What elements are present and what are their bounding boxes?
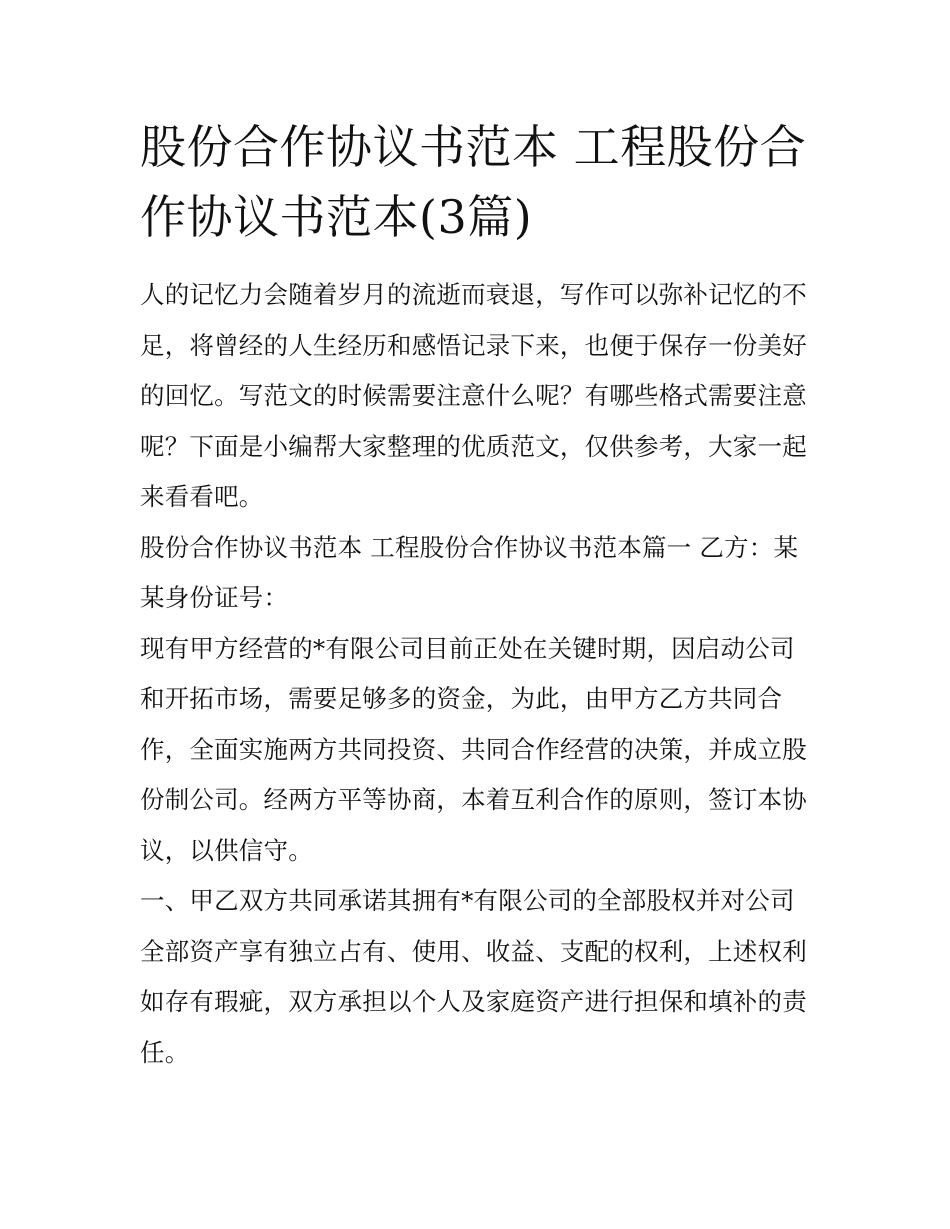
document-title: 股份合作协议书范本 工程股份合作协议书范本(3篇) (140, 120, 807, 244)
intro-paragraph: 人的记忆力会随着岁月的流逝而衰退，写作可以弥补记忆的不足，将曾经的人生经历和感悟记录下来，也便于保存一份美好的回忆。写范文的时候需要注意什么呢？有哪些格式需要注意呢？下面是小编帮大家整理的优质范文，仅供参考，大家一起来看看吧。 (140, 280, 807, 511)
document-body (140, 270, 812, 1078)
clause-one-paragraph: 一、甲乙双方共同承诺其拥有*有限公司的全部股权并对公司全部资产享有独立占有、使用、收益、支配的权利，上述权利如存有瑕疵，双方承担以个人及家庭资产进行担保和填补的责任。 (140, 886, 807, 1067)
preamble-paragraph: 现有甲方经营的*有限公司目前正处在关键时期，因启动公司和开拓市场，需要足够多的资金，为此，由甲方乙方共同合作，全面实施两方共同投资、共同合作经营的决策，并成立股份制公司。经两方平等协商，本着互利合作的原则，签订本协议，以供信守。 (140, 633, 807, 865)
section-heading-paragraph: 股份合作协议书范本 工程股份合作协议书范本篇一 乙方：某某身份证号： (140, 532, 799, 612)
document-content (140, 112, 812, 1078)
